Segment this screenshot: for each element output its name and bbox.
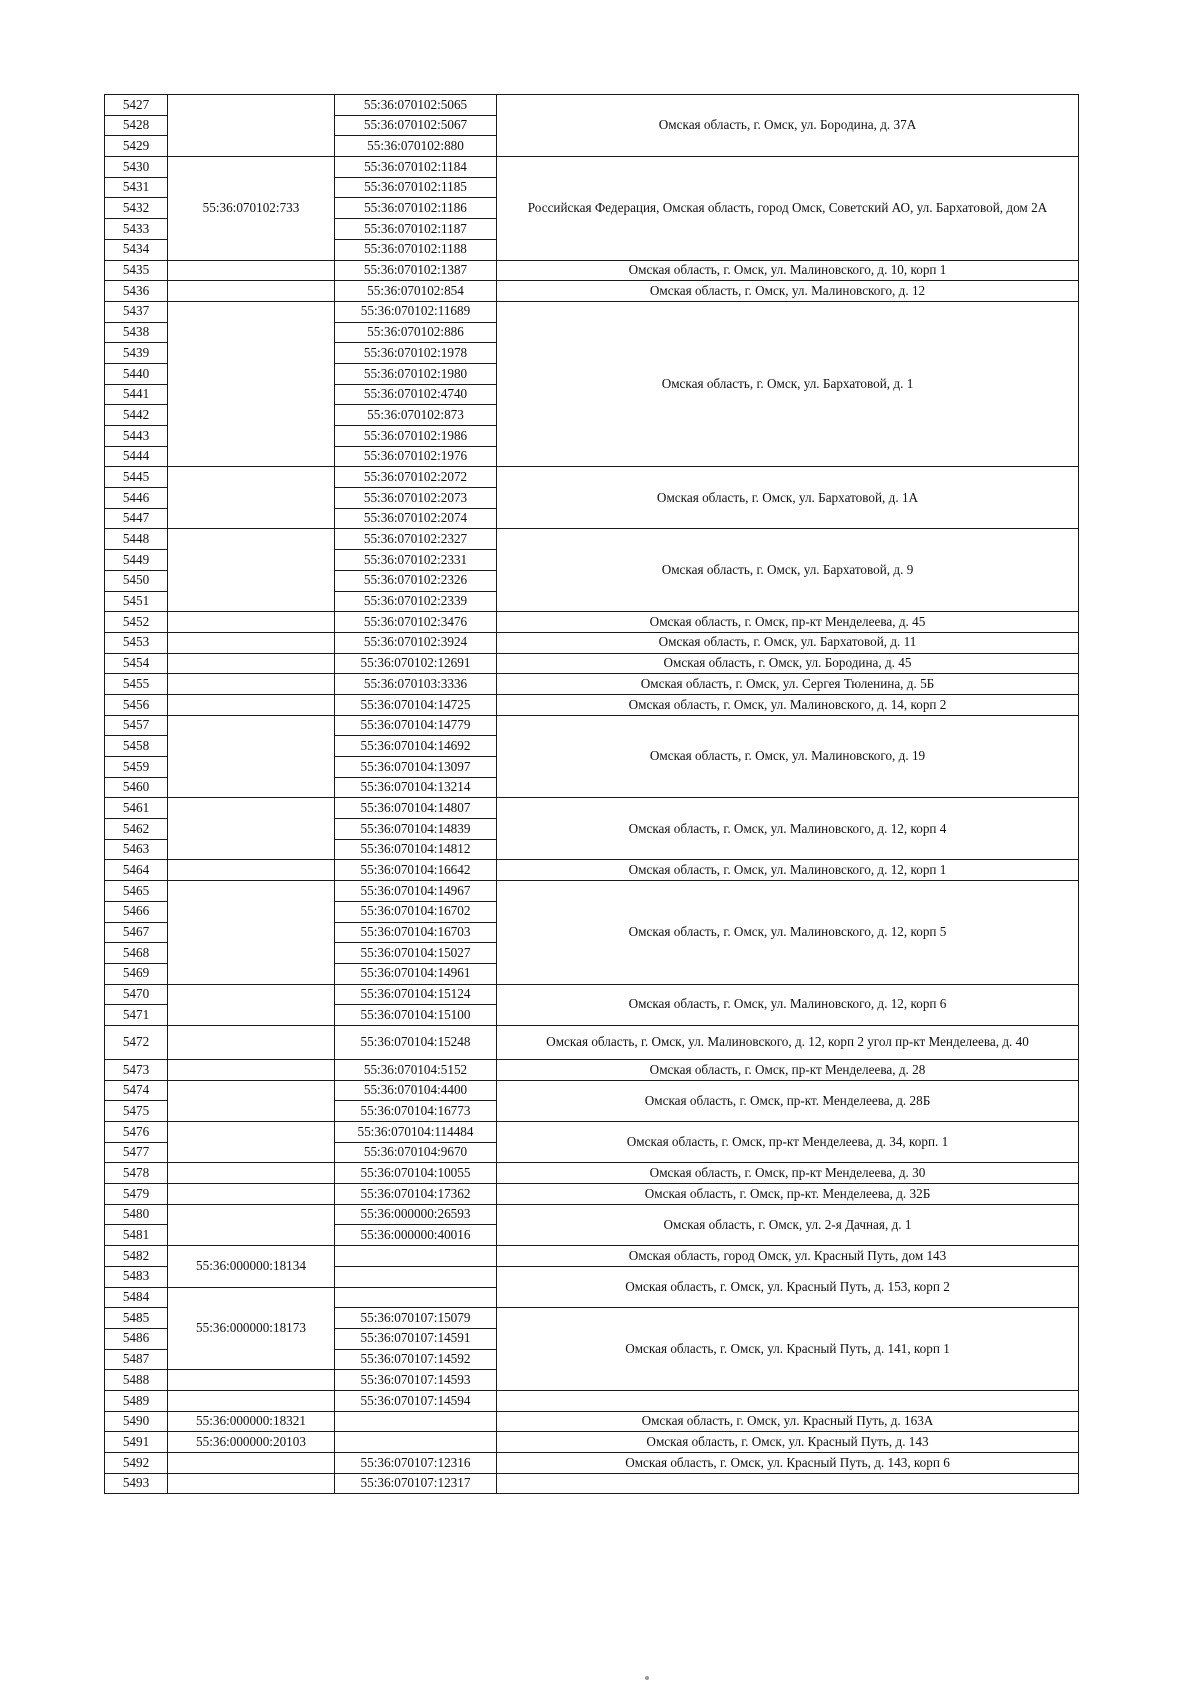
- parent-cadastral-number-cell: [168, 694, 335, 715]
- cadastral-number-cell: 55:36:070102:2331: [335, 550, 497, 571]
- row-number-cell: 5438: [105, 322, 168, 343]
- address-cell: Омская область, г. Омск, пр-кт Менделеева, д. 28: [497, 1059, 1079, 1080]
- cadastral-number-cell: 55:36:070104:14807: [335, 798, 497, 819]
- cadastral-number-cell: 55:36:070102:1184: [335, 157, 497, 178]
- address-cell: Омская область, г. Омск, ул. Малиновского, д. 12, корп 2 угол пр-кт Менделеева, д. 40: [497, 1025, 1079, 1059]
- row-number-cell: 5452: [105, 612, 168, 633]
- table-row: [105, 1411, 1079, 1432]
- cadastral-number-cell: [335, 1246, 497, 1267]
- address-cell: Омская область, г. Омск, пр-кт Менделеева, д. 34, корп. 1: [497, 1122, 1079, 1163]
- row-number-cell: 5479: [105, 1184, 168, 1205]
- table-row: [105, 612, 1079, 633]
- row-number-cell: 5490: [105, 1411, 168, 1432]
- row-number-cell: 5480: [105, 1204, 168, 1225]
- cadastral-number-cell: 55:36:070104:14967: [335, 881, 497, 902]
- row-number-cell: 5450: [105, 570, 168, 591]
- cadastral-number-cell: 55:36:070102:2072: [335, 467, 497, 488]
- address-cell: Омская область, г. Омск, ул. Красный Путь, д. 163А: [497, 1411, 1079, 1432]
- table-row: [105, 1163, 1079, 1184]
- row-number-cell: 5469: [105, 963, 168, 984]
- parent-cadastral-number-cell: [168, 1390, 335, 1411]
- address-cell: Омская область, г. Омск, ул. Малиновского, д. 12: [497, 281, 1079, 302]
- table-row: [105, 632, 1079, 653]
- cadastral-number-cell: 55:36:070102:12691: [335, 653, 497, 674]
- row-number-cell: 5441: [105, 384, 168, 405]
- row-number-cell: 5439: [105, 343, 168, 364]
- cadastral-number-cell: 55:36:070104:9670: [335, 1142, 497, 1163]
- cadastral-number-cell: 55:36:070107:15079: [335, 1308, 497, 1329]
- row-number-cell: 5446: [105, 488, 168, 509]
- row-number-cell: 5430: [105, 157, 168, 178]
- table-row: [105, 715, 1079, 736]
- table-row: [105, 984, 1079, 1005]
- parent-cadastral-number-cell: [168, 1370, 335, 1391]
- cadastral-number-cell: [335, 1432, 497, 1453]
- cadastral-number-cell: 55:36:070104:16702: [335, 901, 497, 922]
- address-cell: Омская область, г. Омск, ул. Малиновского, д. 12, корп 4: [497, 798, 1079, 860]
- cadastral-number-cell: 55:36:070104:14961: [335, 963, 497, 984]
- row-number-cell: 5447: [105, 508, 168, 529]
- cadastral-number-cell: 55:36:070104:14779: [335, 715, 497, 736]
- table-row: [105, 157, 1079, 178]
- cadastral-number-cell: 55:36:070103:3336: [335, 674, 497, 695]
- row-number-cell: 5485: [105, 1308, 168, 1329]
- cadastral-number-cell: 55:36:070102:2339: [335, 591, 497, 612]
- parent-cadastral-number-cell: 55:36:000000:18134: [168, 1246, 335, 1287]
- table-row: [105, 798, 1079, 819]
- cadastral-number-cell: [335, 1287, 497, 1308]
- parent-cadastral-number-cell: [168, 1163, 335, 1184]
- parent-cadastral-number-cell: [168, 1059, 335, 1080]
- parent-cadastral-number-cell: [168, 860, 335, 881]
- table-row: [105, 694, 1079, 715]
- address-cell: Омская область, г. Омск, ул. Бархатовой, д. 9: [497, 529, 1079, 612]
- address-cell: Омская область, г. Омск, ул. 2-я Дачная, д. 1: [497, 1204, 1079, 1245]
- parent-cadastral-number-cell: 55:36:000000:18321: [168, 1411, 335, 1432]
- row-number-cell: 5435: [105, 260, 168, 281]
- row-number-cell: 5451: [105, 591, 168, 612]
- address-cell: Омская область, г. Омск, ул. Бородина, д. 37А: [497, 95, 1079, 157]
- table-row: [105, 1432, 1079, 1453]
- address-cell: Омская область, г. Омск, ул. Малиновского, д. 12, корп 6: [497, 984, 1079, 1025]
- parent-cadastral-number-cell: [168, 984, 335, 1025]
- row-number-cell: 5488: [105, 1370, 168, 1391]
- table-row: [105, 881, 1079, 902]
- row-number-cell: 5492: [105, 1453, 168, 1474]
- registry-table-body: [105, 95, 1079, 1494]
- row-number-cell: 5434: [105, 239, 168, 260]
- row-number-cell: 5464: [105, 860, 168, 881]
- row-number-cell: 5476: [105, 1122, 168, 1143]
- row-number-cell: 5445: [105, 467, 168, 488]
- table-row: [105, 260, 1079, 281]
- cadastral-number-cell: 55:36:070107:14591: [335, 1328, 497, 1349]
- cadastral-number-cell: 55:36:070104:15248: [335, 1025, 497, 1059]
- table-row: [105, 1453, 1079, 1474]
- row-number-cell: 5440: [105, 363, 168, 384]
- row-number-cell: 5460: [105, 777, 168, 798]
- table-row: [105, 860, 1079, 881]
- row-number-cell: 5477: [105, 1142, 168, 1163]
- row-number-cell: 5474: [105, 1080, 168, 1101]
- row-number-cell: 5473: [105, 1059, 168, 1080]
- row-number-cell: 5483: [105, 1266, 168, 1287]
- row-number-cell: 5461: [105, 798, 168, 819]
- row-number-cell: 5455: [105, 674, 168, 695]
- address-cell: Российская Федерация, Омская область, город Омск, Советский АО, ул. Бархатовой, дом 2А: [497, 157, 1079, 260]
- parent-cadastral-number-cell: [168, 467, 335, 529]
- parent-cadastral-number-cell: [168, 715, 335, 798]
- row-number-cell: 5454: [105, 653, 168, 674]
- row-number-cell: 5466: [105, 901, 168, 922]
- parent-cadastral-number-cell: 55:36:000000:18173: [168, 1287, 335, 1370]
- table-row: [105, 1184, 1079, 1205]
- row-number-cell: 5486: [105, 1328, 168, 1349]
- cadastral-number-cell: 55:36:070102:1187: [335, 219, 497, 240]
- cadastral-number-cell: 55:36:070104:13097: [335, 757, 497, 778]
- cadastral-number-cell: 55:36:070102:1976: [335, 446, 497, 467]
- row-number-cell: 5429: [105, 136, 168, 157]
- cadastral-number-cell: 55:36:070102:1185: [335, 177, 497, 198]
- address-cell: Омская область, г. Омск, ул. Бархатовой, д. 11: [497, 632, 1079, 653]
- table-row: [105, 95, 1079, 116]
- row-number-cell: 5453: [105, 632, 168, 653]
- row-number-cell: 5448: [105, 529, 168, 550]
- cadastral-number-cell: 55:36:070104:4400: [335, 1080, 497, 1101]
- address-cell: Омская область, г. Омск, ул. Малиновского, д. 19: [497, 715, 1079, 798]
- row-number-cell: 5428: [105, 115, 168, 136]
- parent-cadastral-number-cell: [168, 95, 335, 157]
- scan-artifact-dot: [645, 1676, 649, 1680]
- cadastral-number-cell: 55:36:070102:880: [335, 136, 497, 157]
- parent-cadastral-number-cell: [168, 798, 335, 860]
- cadastral-number-cell: 55:36:070107:14592: [335, 1349, 497, 1370]
- cadastral-number-cell: 55:36:070102:854: [335, 281, 497, 302]
- cadastral-number-cell: 55:36:070102:2074: [335, 508, 497, 529]
- row-number-cell: 5487: [105, 1349, 168, 1370]
- parent-cadastral-number-cell: [168, 881, 335, 984]
- row-number-cell: 5458: [105, 736, 168, 757]
- parent-cadastral-number-cell: [168, 260, 335, 281]
- address-cell: Омская область, г. Омск, ул. Красный Путь, д. 141, корп 1: [497, 1308, 1079, 1391]
- cadastral-number-cell: 55:36:070102:5065: [335, 95, 497, 116]
- cadastral-number-cell: 55:36:070107:14593: [335, 1370, 497, 1391]
- parent-cadastral-number-cell: [168, 1453, 335, 1474]
- cadastral-number-cell: 55:36:070102:2326: [335, 570, 497, 591]
- cadastral-number-cell: 55:36:070107:14594: [335, 1390, 497, 1411]
- table-row: [105, 1025, 1079, 1059]
- row-number-cell: 5475: [105, 1101, 168, 1122]
- cadastral-number-cell: 55:36:070107:12317: [335, 1473, 497, 1494]
- parent-cadastral-number-cell: 55:36:070102:733: [168, 157, 335, 260]
- parent-cadastral-number-cell: [168, 674, 335, 695]
- row-number-cell: 5459: [105, 757, 168, 778]
- row-number-cell: 5431: [105, 177, 168, 198]
- row-number-cell: 5472: [105, 1025, 168, 1059]
- cadastral-number-cell: 55:36:070102:11689: [335, 301, 497, 322]
- cadastral-number-cell: 55:36:070104:5152: [335, 1059, 497, 1080]
- parent-cadastral-number-cell: [168, 301, 335, 467]
- table-row: [105, 281, 1079, 302]
- table-row: [105, 529, 1079, 550]
- cadastral-number-cell: 55:36:070104:15124: [335, 984, 497, 1005]
- row-number-cell: 5457: [105, 715, 168, 736]
- table-row: [105, 653, 1079, 674]
- cadastral-number-cell: 55:36:000000:26593: [335, 1204, 497, 1225]
- cadastral-number-cell: 55:36:070102:5067: [335, 115, 497, 136]
- parent-cadastral-number-cell: [168, 632, 335, 653]
- row-number-cell: 5462: [105, 819, 168, 840]
- row-number-cell: 5470: [105, 984, 168, 1005]
- cadastral-number-cell: 55:36:070107:12316: [335, 1453, 497, 1474]
- row-number-cell: 5437: [105, 301, 168, 322]
- row-number-cell: 5443: [105, 426, 168, 447]
- table-row: [105, 1204, 1079, 1225]
- parent-cadastral-number-cell: [168, 1473, 335, 1494]
- cadastral-number-cell: 55:36:070102:1186: [335, 198, 497, 219]
- cadastral-number-cell: 55:36:070104:15027: [335, 943, 497, 964]
- cadastral-number-cell: 55:36:070102:873: [335, 405, 497, 426]
- table-row: [105, 674, 1079, 695]
- parent-cadastral-number-cell: [168, 529, 335, 612]
- row-number-cell: 5456: [105, 694, 168, 715]
- address-cell: Омская область, г. Омск, ул. Красный Путь, д. 153, корп 2: [497, 1266, 1079, 1307]
- address-cell: Омская область, г. Омск, пр-кт Менделеева, д. 30: [497, 1163, 1079, 1184]
- cadastral-number-cell: 55:36:070102:1986: [335, 426, 497, 447]
- cadastral-number-cell: 55:36:070102:1978: [335, 343, 497, 364]
- row-number-cell: 5433: [105, 219, 168, 240]
- row-number-cell: 5427: [105, 95, 168, 116]
- cadastral-number-cell: 55:36:070104:16773: [335, 1101, 497, 1122]
- address-cell: Омская область, г. Омск, ул. Сергея Тюленина, д. 5Б: [497, 674, 1079, 695]
- cadastral-number-cell: 55:36:070102:3476: [335, 612, 497, 633]
- cadastral-number-cell: 55:36:070102:1188: [335, 239, 497, 260]
- row-number-cell: 5491: [105, 1432, 168, 1453]
- cadastral-number-cell: 55:36:070104:14839: [335, 819, 497, 840]
- parent-cadastral-number-cell: [168, 1122, 335, 1163]
- parent-cadastral-number-cell: [168, 281, 335, 302]
- row-number-cell: 5432: [105, 198, 168, 219]
- address-cell: Омская область, г. Омск, пр-кт Менделеева, д. 45: [497, 612, 1079, 633]
- parent-cadastral-number-cell: 55:36:000000:20103: [168, 1432, 335, 1453]
- row-number-cell: 5482: [105, 1246, 168, 1267]
- row-number-cell: 5489: [105, 1390, 168, 1411]
- row-number-cell: 5442: [105, 405, 168, 426]
- row-number-cell: 5449: [105, 550, 168, 571]
- address-cell: Омская область, г. Омск, пр-кт. Менделеева, д. 32Б: [497, 1184, 1079, 1205]
- row-number-cell: 5484: [105, 1287, 168, 1308]
- cadastral-number-cell: 55:36:070102:886: [335, 322, 497, 343]
- cadastral-number-cell: 55:36:070102:4740: [335, 384, 497, 405]
- address-cell: [497, 1473, 1079, 1494]
- row-number-cell: 5465: [105, 881, 168, 902]
- cadastral-number-cell: 55:36:070104:14725: [335, 694, 497, 715]
- table-row: [105, 301, 1079, 322]
- table-row: [105, 467, 1079, 488]
- row-number-cell: 5467: [105, 922, 168, 943]
- cadastral-number-cell: 55:36:070104:15100: [335, 1005, 497, 1026]
- row-number-cell: 5481: [105, 1225, 168, 1246]
- cadastral-number-cell: 55:36:070104:14692: [335, 736, 497, 757]
- table-row: [105, 1390, 1079, 1411]
- table-row: [105, 1473, 1079, 1494]
- cadastral-number-cell: [335, 1266, 497, 1287]
- parent-cadastral-number-cell: [168, 612, 335, 633]
- table-row: [105, 1122, 1079, 1143]
- row-number-cell: 5463: [105, 839, 168, 860]
- address-cell: Омская область, г. Омск, ул. Бородина, д. 45: [497, 653, 1079, 674]
- table-row: [105, 1246, 1079, 1267]
- address-cell: Омская область, г. Омск, ул. Малиновского, д. 12, корп 1: [497, 860, 1079, 881]
- cadastral-registry-table: [104, 94, 1079, 1494]
- cadastral-number-cell: 55:36:070102:2327: [335, 529, 497, 550]
- parent-cadastral-number-cell: [168, 1184, 335, 1205]
- parent-cadastral-number-cell: [168, 1025, 335, 1059]
- address-cell: Омская область, г. Омск, ул. Бархатовой, д. 1А: [497, 467, 1079, 529]
- cadastral-number-cell: 55:36:070104:16642: [335, 860, 497, 881]
- cadastral-number-cell: 55:36:070104:114484: [335, 1122, 497, 1143]
- cadastral-number-cell: 55:36:070104:16703: [335, 922, 497, 943]
- table-row: [105, 1059, 1079, 1080]
- address-cell: [497, 1390, 1079, 1411]
- cadastral-number-cell: 55:36:070102:3924: [335, 632, 497, 653]
- cadastral-number-cell: 55:36:070104:13214: [335, 777, 497, 798]
- address-cell: Омская область, г. Омск, пр-кт. Менделеева, д. 28Б: [497, 1080, 1079, 1121]
- parent-cadastral-number-cell: [168, 1204, 335, 1245]
- address-cell: Омская область, г. Омск, ул. Малиновского, д. 14, корп 2: [497, 694, 1079, 715]
- cadastral-number-cell: 55:36:070104:14812: [335, 839, 497, 860]
- parent-cadastral-number-cell: [168, 1080, 335, 1121]
- address-cell: Омская область, г. Омск, ул. Красный Путь, д. 143: [497, 1432, 1079, 1453]
- cadastral-number-cell: 55:36:070104:17362: [335, 1184, 497, 1205]
- row-number-cell: 5436: [105, 281, 168, 302]
- parent-cadastral-number-cell: [168, 653, 335, 674]
- address-cell: Омская область, г. Омск, ул. Малиновского, д. 10, корп 1: [497, 260, 1079, 281]
- cadastral-number-cell: 55:36:070102:1980: [335, 363, 497, 384]
- table-row: [105, 1080, 1079, 1101]
- address-cell: Омская область, г. Омск, ул. Красный Путь, д. 143, корп 6: [497, 1453, 1079, 1474]
- cadastral-number-cell: 55:36:070102:1387: [335, 260, 497, 281]
- row-number-cell: 5493: [105, 1473, 168, 1494]
- cadastral-number-cell: [335, 1411, 497, 1432]
- cadastral-number-cell: 55:36:070104:10055: [335, 1163, 497, 1184]
- address-cell: Омская область, г. Омск, ул. Малиновского, д. 12, корп 5: [497, 881, 1079, 984]
- cadastral-number-cell: 55:36:000000:40016: [335, 1225, 497, 1246]
- row-number-cell: 5444: [105, 446, 168, 467]
- cadastral-number-cell: 55:36:070102:2073: [335, 488, 497, 509]
- address-cell: Омская область, город Омск, ул. Красный Путь, дом 143: [497, 1246, 1079, 1267]
- row-number-cell: 5471: [105, 1005, 168, 1026]
- row-number-cell: 5478: [105, 1163, 168, 1184]
- row-number-cell: 5468: [105, 943, 168, 964]
- address-cell: Омская область, г. Омск, ул. Бархатовой, д. 1: [497, 301, 1079, 467]
